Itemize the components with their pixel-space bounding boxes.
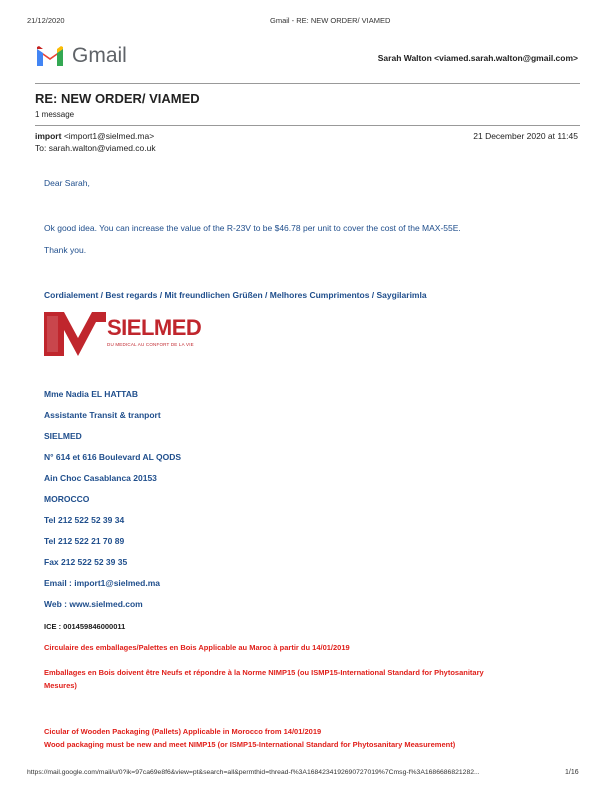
sig-fax: Fax 212 522 52 39 35 xyxy=(44,557,128,567)
notice-fr-title: Circulaire des emballages/Palettes en Bois Applicable au Maroc à partir du 14/01/2019 xyxy=(44,643,350,652)
logo-tagline: DU MEDICAL AU CONFORT DE LA VIE xyxy=(107,342,194,347)
body-text: Ok good idea. You can increase the value of the R-23V to be $46.78 per unit to cover the cost of the MAX-55E. xyxy=(44,223,461,233)
print-date: 21/12/2020 xyxy=(27,16,65,25)
thanks: Thank you. xyxy=(44,245,87,255)
sig-company: SIELMED xyxy=(44,431,82,441)
notice-en-title: Cicular of Wooden Packaging (Pallets) Applicable in Morocco from 14/01/2019 xyxy=(44,727,322,736)
subject-title: RE: NEW ORDER/ VIAMED xyxy=(35,91,200,106)
sig-role: Assistante Transit & tranport xyxy=(44,410,161,420)
account-label: Sarah Walton <viamed.sarah.walton@gmail.com> xyxy=(377,53,578,63)
gmail-logo-icon xyxy=(35,44,65,68)
sender-email: <import1@sielmed.ma> xyxy=(63,131,155,141)
sig-email-row xyxy=(44,578,160,588)
notice-en-body: Wood packaging must be new and meet NIMP15 (or ISMP15-International Standard for Phytosanitary Measurement) xyxy=(44,740,456,749)
sig-ice: ICE : 001459846000011 xyxy=(44,622,126,631)
gmail-brand: Gmail xyxy=(72,44,127,67)
sig-web-row xyxy=(44,599,143,609)
sig-country: MOROCCO xyxy=(44,494,90,504)
sig-email-label: Email : xyxy=(44,578,75,588)
sig-email-link[interactable]: import1@sielmed.ma xyxy=(74,578,160,588)
print-title: Gmail - RE: NEW ORDER/ VIAMED xyxy=(270,16,391,25)
subject-divider xyxy=(35,125,580,126)
notice-fr-body-1: Emballages en Bois doivent être Neufs et répondre à la Norme NIMP15 (ou ISMP15-International Standard for Phytosanitary xyxy=(44,668,484,677)
print-url: https://mail.google.com/mail/u/0?ik=97ca69e8f6&view=pt&search=all&permthid=thread-f%3A1684234192690727019%7Cmsg-f%3A1686686821282... xyxy=(27,769,480,776)
sender xyxy=(35,131,154,141)
page-number: 1/16 xyxy=(565,769,579,776)
message-date: 21 December 2020 at 11:45 xyxy=(473,131,578,141)
sender-name: import xyxy=(35,131,62,141)
sig-tel-2: Tel 212 522 21 70 89 xyxy=(44,536,125,546)
greeting: Dear Sarah, xyxy=(44,178,90,188)
sig-address-2: Ain Choc Casablanca 20153 xyxy=(44,473,157,483)
sig-tel-1: Tel 212 522 52 39 34 xyxy=(44,515,125,525)
notice-fr-body-2: Mesures) xyxy=(44,681,77,690)
recipient: To: sarah.walton@viamed.co.uk xyxy=(35,143,156,153)
sig-web-label: Web : xyxy=(44,599,70,609)
regards: Cordialement / Best regards / Mit freundlichen Grüßen / Melhores Cumprimentos / Saygilarimla xyxy=(44,290,427,300)
sig-name: Mme Nadia EL HATTAB xyxy=(44,389,138,399)
header-divider xyxy=(35,83,580,84)
message-count: 1 message xyxy=(35,110,75,119)
sig-web-link[interactable]: www.sielmed.com xyxy=(69,599,143,609)
logo-name: SIELMED xyxy=(107,315,202,340)
sig-address-1: N° 614 et 616 Boulevard AL QODS xyxy=(44,452,182,462)
